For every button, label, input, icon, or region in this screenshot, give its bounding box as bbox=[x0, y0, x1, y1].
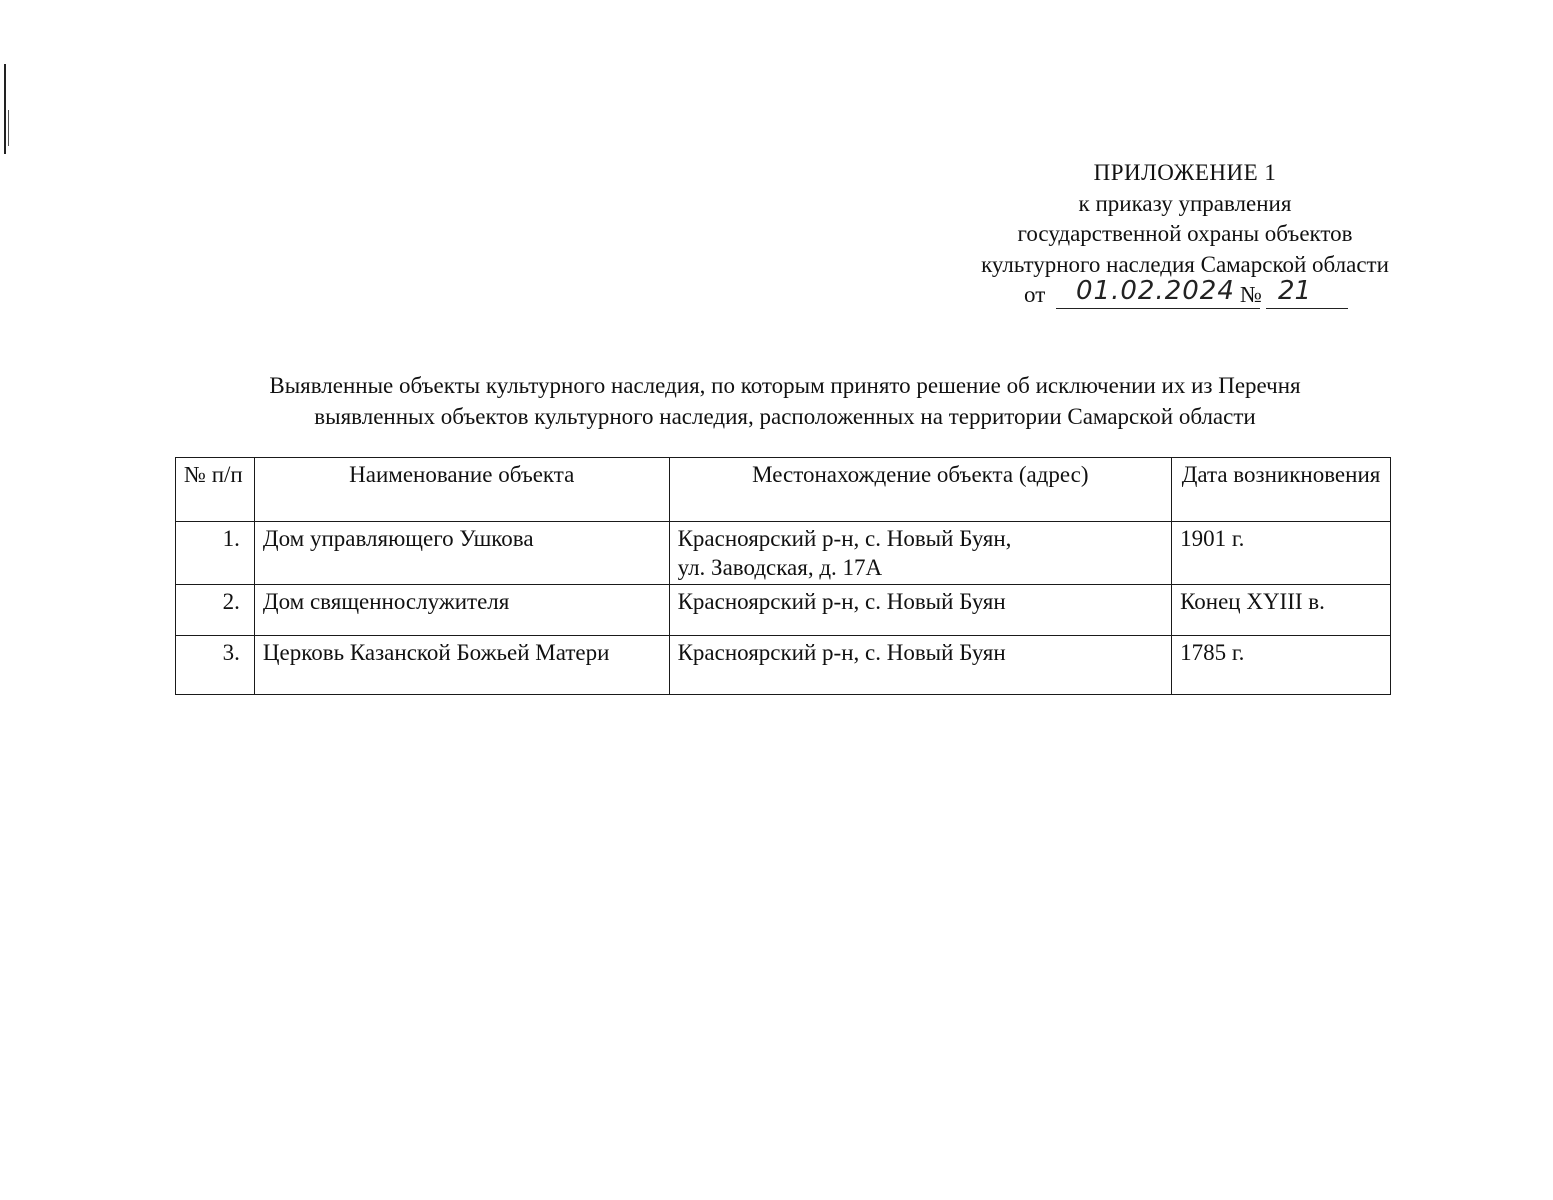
appendix-header bbox=[930, 158, 1440, 280]
header-name: Наименование объекта bbox=[254, 458, 669, 522]
scan-edge-mark bbox=[4, 64, 6, 154]
row-num: 2. bbox=[176, 585, 255, 636]
row-name: Церковь Казанской Божьей Матери bbox=[254, 636, 669, 695]
appendix-line-3: культурного наследия Самарской области bbox=[981, 251, 1389, 277]
row-address: Красноярский р-н, с. Новый Буян bbox=[669, 585, 1171, 636]
row-num: 1. bbox=[176, 522, 255, 585]
heritage-objects-table bbox=[175, 457, 1391, 695]
table-row bbox=[176, 585, 1391, 636]
appendix-line-2: государственной охраны объектов bbox=[1017, 221, 1353, 246]
appendix-line-1: к приказу управления bbox=[1078, 190, 1292, 216]
row-date: 1785 г. bbox=[1172, 636, 1391, 695]
header-date: Дата возникновения bbox=[1172, 458, 1391, 522]
row-name: Дом священнослужителя bbox=[254, 585, 669, 636]
handwritten-number: 21 bbox=[1278, 276, 1312, 306]
header-num: № п/п bbox=[176, 458, 255, 522]
scan-edge-mark-secondary bbox=[8, 110, 9, 146]
number-sign: № bbox=[1240, 282, 1262, 307]
document-title bbox=[150, 370, 1420, 432]
appendix-heading: ПРИЛОЖЕНИЕ 1 bbox=[1093, 160, 1277, 185]
handwritten-date: 01.02.2024 bbox=[1076, 276, 1235, 306]
table-row bbox=[176, 636, 1391, 695]
header-address: Местонахождение объекта (адрес) bbox=[669, 458, 1171, 522]
row-address: Красноярский р-н, с. Новый Буян, ул. Заводская, д. 17А bbox=[669, 522, 1171, 585]
row-date: Конец XYIII в. bbox=[1172, 585, 1391, 636]
row-name: Дом управляющего Ушкова bbox=[254, 522, 669, 585]
table-header-row bbox=[176, 458, 1391, 522]
row-num: 3. bbox=[176, 636, 255, 695]
row-date: 1901 г. bbox=[1172, 522, 1391, 585]
title-line-1: Выявленные объекты культурного наследия, по которым принято решение об исключении их из Перечня bbox=[269, 373, 1301, 398]
row-address: Красноярский р-н, с. Новый Буян bbox=[669, 636, 1171, 695]
table-row bbox=[176, 522, 1391, 585]
date-prefix: от bbox=[1024, 282, 1046, 307]
title-line-2: выявленных объектов культурного наследия, расположенных на территории Самарской области bbox=[314, 404, 1256, 429]
order-date-line bbox=[1024, 276, 1354, 314]
